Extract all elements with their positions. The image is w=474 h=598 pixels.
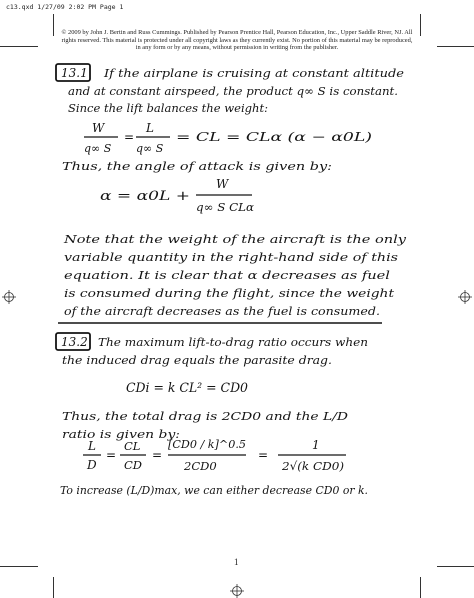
problem-2-line: The maximum lift-to-drag ratio occurs when xyxy=(98,336,368,349)
eq-alpha-lhs: α = α0L + xyxy=(100,189,190,204)
eq-ld-equals-1: = xyxy=(106,448,117,462)
eq-ld-lhs-num: L xyxy=(88,439,96,453)
eq-ld-mid-num: CL xyxy=(124,439,141,453)
page-number: 1 xyxy=(234,557,239,567)
eq-weight-num: W xyxy=(92,121,105,135)
eq-equals: = xyxy=(124,130,135,144)
problem-1-note-line: equation. It is clear that α decreases as fuel xyxy=(64,268,391,282)
problem-2-conclusion: To increase (L/D)max, we can either decrease CD0 or k. xyxy=(60,483,368,497)
eq-ld-equals-2: = xyxy=(152,448,163,462)
problem-1-note-line: of the aircraft decreases as the fuel is consumed. xyxy=(64,304,380,318)
eq-lift-num: L xyxy=(146,121,154,135)
problem-2-line: Thus, the total drag is 2CD0 and the L/D xyxy=(62,410,349,423)
eq-alpha-num: W xyxy=(216,177,229,191)
eq-ld-frac-den: 2CD0 xyxy=(184,459,217,473)
angle-of-attack-equation xyxy=(100,177,255,214)
eq-ld-lhs-den: D xyxy=(87,458,97,472)
problem-1-note-line: variable quantity in the right-hand side of this xyxy=(64,250,399,264)
problem-2-label: 13.2 xyxy=(61,335,88,349)
eq-lift-coefficient: = CL = CLα (α − α0L) xyxy=(176,130,373,144)
problem-1-line: and at constant airspeed, the product q∞ S is constant. xyxy=(68,84,398,98)
induced-drag-equation: CDi = k CL² = CD0 xyxy=(126,381,248,396)
copyright-notice: © 2009 by John J. Bertin and Russ Cummings. Published by Pearson Prentice Hall, Pearson Education, Inc., Upper Saddle River, NJ. All rights reserved. This material is protected under all copyright laws as they currently exist. No portion of this material may be reproduced, in any form or by any means, without permission in writing from the publisher. xyxy=(61,29,413,52)
problem-1-thus-line: Thus, the angle of attack is given by: xyxy=(62,159,333,173)
eq-ld-mid-den: CD xyxy=(124,458,143,472)
lift-weight-equation xyxy=(84,121,372,155)
eq-alpha-den: q∞ S CLα xyxy=(196,201,255,214)
problem-1-label: 13.1 xyxy=(61,66,88,80)
eq-ld-rhs-num: 1 xyxy=(312,438,320,452)
problem-2-line: ratio is given by: xyxy=(62,428,180,441)
problem-1-note-line: Note that the weight of the aircraft is the only xyxy=(62,232,407,246)
eq-ld-equals-3: = xyxy=(258,448,269,462)
problem-1-line: If the airplane is cruising at constant altitude xyxy=(102,66,405,80)
file-header: c13.qxd 1/27/09 2:02 PM Page 1 xyxy=(6,3,124,11)
problem-1-line: Since the lift balances the weight: xyxy=(68,101,269,115)
problem-1-note-line: is consumed during the flight, since the weight xyxy=(64,286,395,300)
problem-2-line: the induced drag equals the parasite drag. xyxy=(62,354,332,367)
eq-ld-frac-num: [CD0 / k]^0.5 xyxy=(168,437,246,451)
eq-weight-den: q∞ S xyxy=(84,142,112,155)
eq-lift-den: q∞ S xyxy=(136,142,164,155)
eq-ld-rhs-den: 2√(k CD0) xyxy=(280,459,344,473)
lift-to-drag-equation xyxy=(83,437,346,473)
